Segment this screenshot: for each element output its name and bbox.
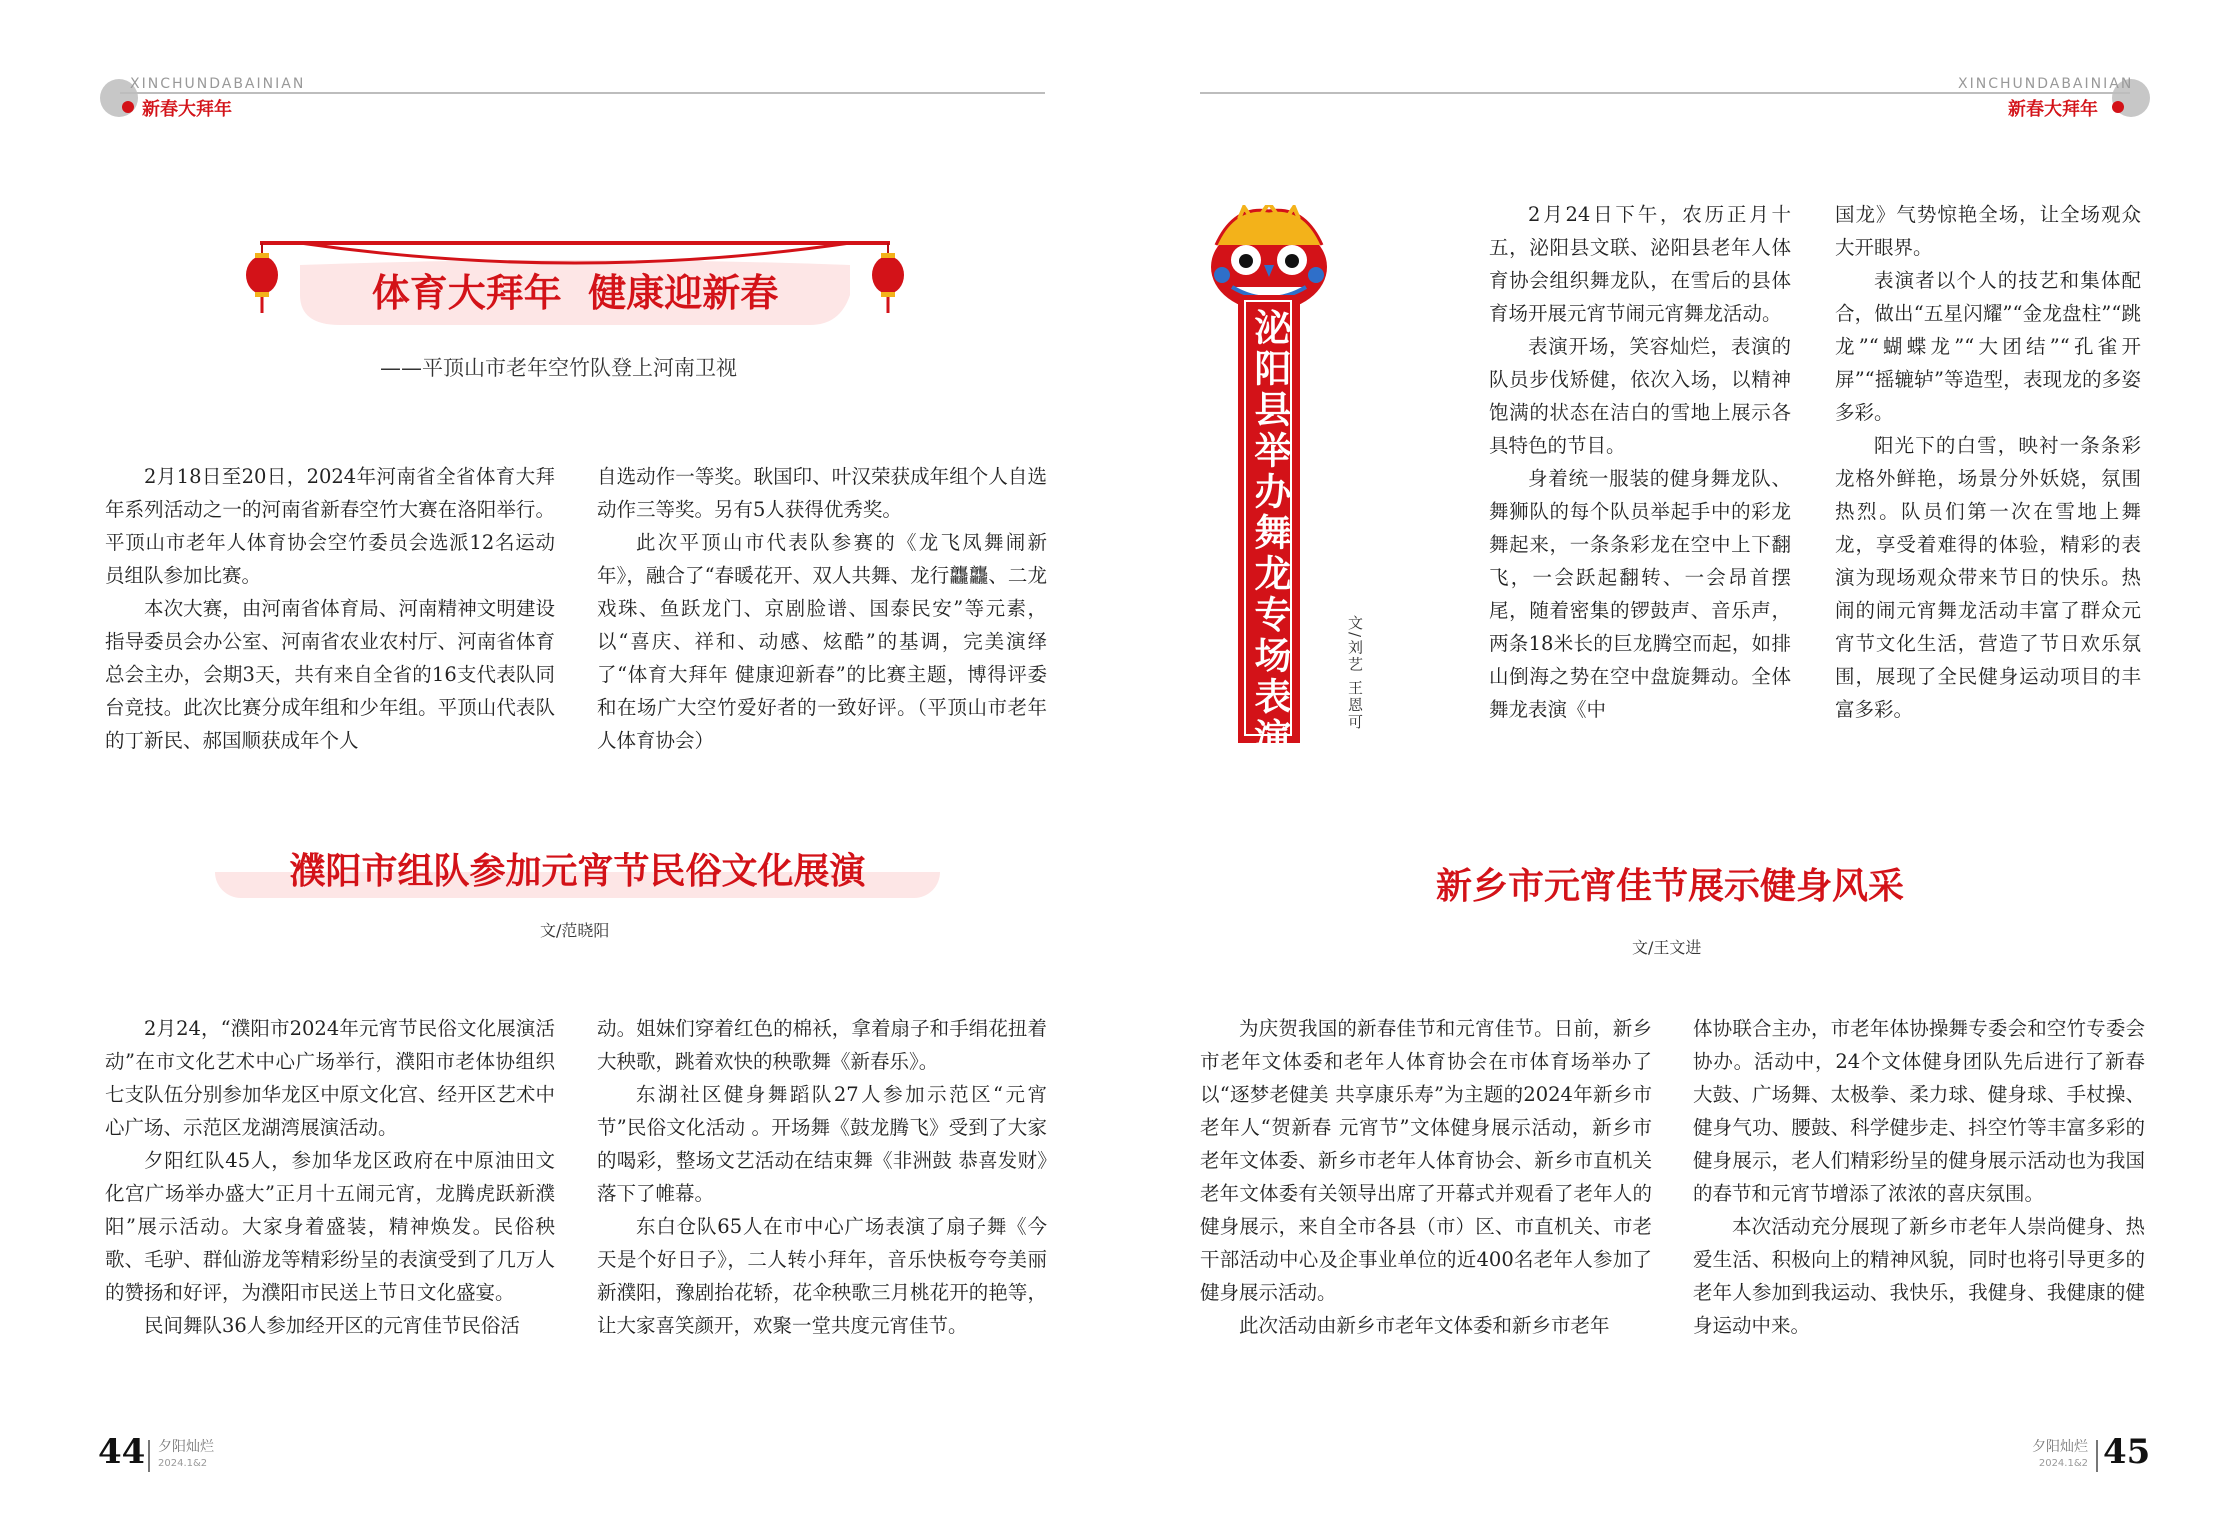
header-section-right: 新春大拜年 — [2008, 99, 2098, 120]
article4-column-2 — [1693, 1012, 2145, 1342]
article2-paragraph: 东湖社区健身舞蹈队27人参加示范区“元宵节”民俗文化活动 。开场舞《鼓龙腾飞》受到了大家的喝彩，整场文艺活动在结束舞《非洲鼓 恭喜发财》落下了帷幕。 — [597, 1083, 1047, 1205]
article1-paragraph: 此次平顶山市代表队参赛的《龙飞凤舞闹新年》，融合了“春暖花开、双人共舞、龙行龘龘、二龙戏珠、鱼跃龙门、京剧脸谱、国泰民安”等元素，以“喜庆、祥和、动感、炫酷”的基调，完美演绎了“体育大拜年 健康迎新春”的比赛主题，博得评委和在场广大空竹爱好者的一致好评。（平顶山市老年人体育协会） — [597, 531, 1047, 752]
article4-paragraph: 为庆贺我国的新春佳节和元宵佳节。日前，新乡市老年文体委和老年人体育协会在市体育场举办了以“逐梦老健美 共享康乐寿”为主题的2024年新乡市老年人“贺新春 元宵节”文体健身展示活动，新乡市老年文体委、新乡市老年人体育协会、新乡市直机关老年文体委有关领导出席了开幕式并观看了老年人的健身展示，来自全市各县（市）区、市直机关、市老干部活动中心及企事业单位的近400名老年人参加了健身展示活动。 — [1200, 1017, 1652, 1304]
footer-issue-left: 2024.1&2 — [158, 1458, 208, 1469]
header-en-right: XINCHUNDABAINIAN — [1958, 76, 2134, 92]
header-rule-left — [120, 92, 1045, 94]
article3-paragraph: 身着统一服装的健身舞龙队、舞狮队的每个队员举起手中的彩龙舞起来，一条条彩龙在空中上下翻飞，一会跃起翻转、一会昂首摆尾，随着密集的锣鼓声、音乐声，两条18米长的巨龙腾空而起，如排山倒海之势在空中盘旋舞动。全体舞龙表演《中 — [1489, 467, 1791, 721]
footer-divider-left — [148, 1440, 150, 1472]
article1-title: 体育大拜年 健康迎新春 — [371, 271, 779, 315]
footer-magazine-right — [2032, 1440, 2088, 1471]
article4-title: 新乡市元宵佳节展示健身风采 — [1435, 866, 1904, 907]
article2-paragraph: 民间舞队36人参加经开区的元宵佳节民俗活 — [144, 1314, 520, 1337]
article1-column-2 — [597, 460, 1047, 757]
article2-paragraph: 2月24，“濮阳市2024年元宵节民俗文化展演活动”在市文化艺术中心广场举行，濮阳市老体协组织七支队伍分别参加华龙区中原文化宫、经开区艺术中心广场、示范区龙湖湾展演活动。 — [105, 1017, 555, 1139]
article4-paragraph: 体协联合主办，市老年体协操舞专委会和空竹专委会协办。活动中，24个文体健身团队先后进行了新春大鼓、广场舞、太极拳、柔力球、健身球、手杖操、健身气功、腰鼓、科学健步走、抖空竹等丰富多彩的健身展示，老人们精彩纷呈的健身展示活动也为我国的春节和元宵节增添了浓浓的喜庆氛围。 — [1693, 1017, 2145, 1205]
article2-column-1 — [105, 1012, 555, 1342]
article2-column-2 — [597, 1012, 1047, 1342]
article4-paragraph: 本次活动充分展现了新乡市老年人崇尚健身、热爱生活、积极向上的精神风貌，同时也将引导更多的老年人参加到我运动、我快乐，我健身、我健康的健身运动中来。 — [1693, 1215, 2145, 1337]
article2-title: 濮阳市组队参加元宵节民俗文化展演 — [289, 851, 866, 892]
footer-magazine-left — [158, 1440, 214, 1471]
footer-magazine-name-right: 夕阳灿烂 — [2032, 1439, 2088, 1455]
footer-issue-right: 2024.1&2 — [2038, 1458, 2088, 1469]
header-rule-right — [1200, 92, 2130, 94]
header-en-left: XINCHUNDABAINIAN — [130, 76, 306, 92]
page-number-left: 44 — [98, 1432, 146, 1472]
footer-magazine-name-left: 夕阳灿烂 — [158, 1439, 214, 1455]
article4-byline: 文/王文进 — [1632, 938, 1702, 957]
article3-paragraph: 表演者以个人的技艺和集体配合，做出“五星闪耀”“金龙盘柱”“跳龙”“蝴蝶龙”“大团结”“孔雀开屏”“摇辘轳”等造型，表现龙的多姿多彩。 — [1835, 269, 2141, 424]
article2-paragraph: 东白仓队65人在市中心广场表演了扇子舞《今天是个好日子》，二人转小拜年，音乐快板夸夸美丽新濮阳，豫剧抬花轿，花伞秧歌三月桃花开的艳等，让大家喜笑颜开，欢聚一堂共度元宵佳节。 — [597, 1215, 1047, 1337]
article3-paragraph: 2月24日下午，农历正月十五，泌阳县文联、泌阳县老年人体育协会组织舞龙队，在雪后的县体育场开展元宵节闹元宵舞龙活动。 — [1489, 203, 1791, 325]
article3-paragraph: 表演开场，笑容灿烂，表演的队员步伐矫健，依次入场，以精神饱满的状态在洁白的雪地上展示各具特色的节目。 — [1489, 335, 1791, 457]
article2-paragraph: 动。姐妹们穿着红色的棉袄，拿着扇子和手绢花扭着大秧歌，跳着欢快的秧歌舞《新春乐》。 — [597, 1017, 1047, 1073]
article3-column-2 — [1835, 198, 2141, 726]
article4-column-1 — [1200, 1012, 1652, 1342]
article1-column-1 — [105, 460, 555, 757]
article3-column-1 — [1489, 198, 1791, 726]
header-section-left: 新春大拜年 — [142, 99, 232, 120]
article4-paragraph: 此次活动由新乡市老年文体委和新乡市老年 — [1239, 1314, 1610, 1337]
header-dot-right — [2112, 101, 2124, 113]
article2-paragraph: 夕阳红队45人，参加华龙区政府在中原油田文化宫广场举办盛大”正月十五闹元宵，龙腾虎跃新濮阳”展示活动。大家身着盛装，精神焕发。民俗秧歌、毛驴、群仙游龙等精彩纷呈的表演受到了几万人的赞扬和好评，为濮阳市民送上节日文化盛宴。 — [105, 1149, 555, 1304]
article3-byline: 文/刘艺 王恩可 — [1346, 615, 1364, 731]
footer-divider-right — [2096, 1440, 2098, 1472]
header-dot-left — [122, 101, 134, 113]
article1-paragraph: 本次大赛，由河南省体育局、河南精神文明建设指导委员会办公室、河南省农业农村厅、河南省体育总会主办，会期3天，共有来自全省的16支代表队同台竞技。此次比赛分成年组和少年组。平顶山代表队的丁新民、郝国顺获成年个人 — [105, 597, 555, 752]
article3-paragraph: 阳光下的白雪，映衬一条条彩龙格外鲜艳，场景分外妖娆，氛围热烈。队员们第一次在雪地上舞龙，享受着难得的体验，精彩的表演为现场观众带来节日的快乐。热闹的闹元宵舞龙活动丰富了群众元宵节文化生活，营造了节日欢乐氛围，展现了全民健身运动项目的丰富多彩。 — [1835, 434, 2141, 721]
article2-byline: 文/范晓阳 — [540, 921, 610, 940]
page-number-right: 45 — [2103, 1432, 2151, 1472]
article3-paragraph: 国龙》气势惊艳全场，让全场观众大开眼界。 — [1835, 203, 2141, 259]
article1-paragraph: 2月18日至20日，2024年河南省全省体育大拜年系列活动之一的河南省新春空竹大赛在洛阳举行。平顶山市老年人体育协会空竹委员会选派12名运动员组队参加比赛。 — [105, 465, 555, 587]
article1-paragraph: 自选动作一等奖。耿国印、叶汉荣获成年组个人自选动作三等奖。另有5人获得优秀奖。 — [597, 465, 1047, 521]
article3-title: 泌阳县举办舞龙专场表演 — [1248, 308, 1291, 759]
article1-subtitle: ——平顶山市老年空竹队登上河南卫视 — [380, 356, 737, 380]
